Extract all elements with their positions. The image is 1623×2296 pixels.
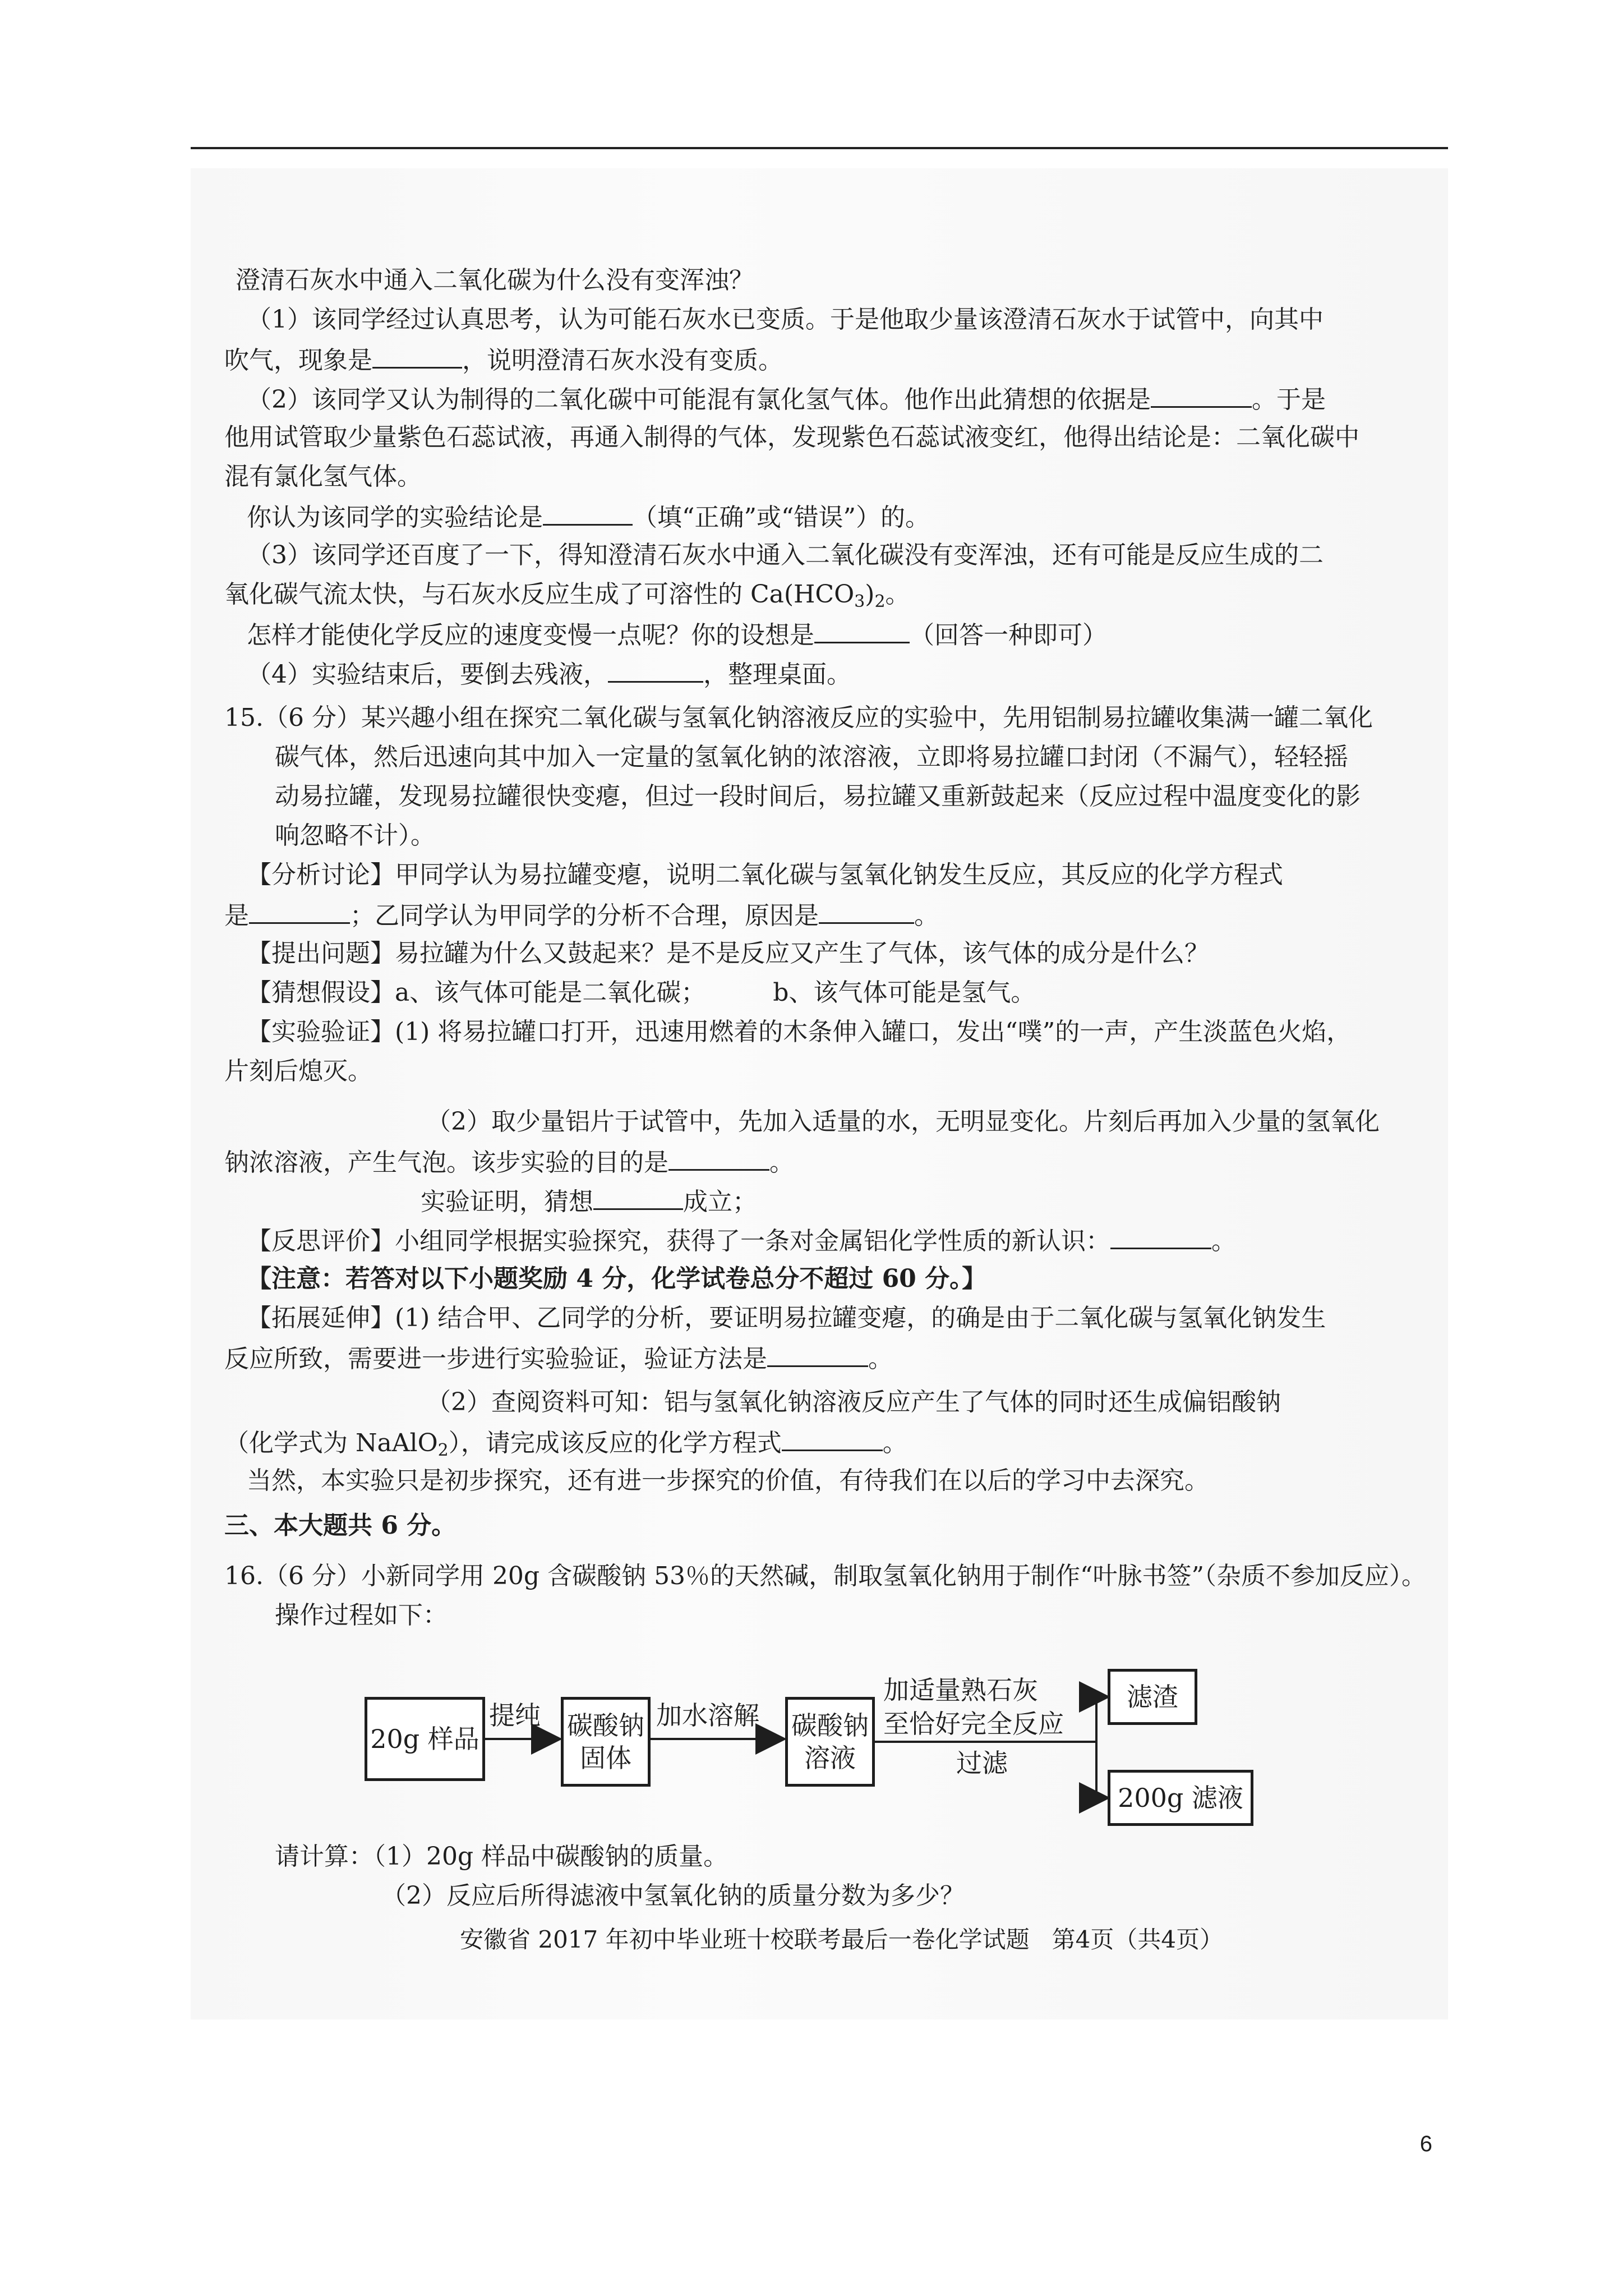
q15-extension-2: （2）查阅资料可知：铝与氢氧化钠溶液反应产生了气体的同时还生成偏铝酸钠 — [426, 1388, 1281, 1416]
q15-extension: 【拓展延伸】(1) 结合甲、乙同学的分析，要证明易拉罐变瘪，的确是由于二氧化碳与氢氧化钠发生 — [247, 1304, 1326, 1332]
q15-extension-2b: （化学式为 NaAlO$_2$），请完成该反应的化学方程式 。 — [224, 1425, 907, 1467]
flow-box-solution: 碳酸钠 溶液 — [785, 1697, 875, 1787]
q15-stem: 动易拉罐，发现易拉罐很快变瘪，但过一段时间后，易拉罐又重新鼓起来（反应过程中温度变化的影 — [275, 782, 1361, 811]
q15-end: 当然，本实验只是初步探究，还有进一步探究的价值，有待我们在以后的学习中去深究。 — [247, 1466, 1209, 1495]
q15-question: 【提出问题】易拉罐为什么又鼓起来？是不是反应又产生了气体，该气体的成分是什么？ — [247, 939, 1209, 968]
q15-extension-b: 反应所致，需要进一步进行实验验证，验证方法是 。 — [224, 1341, 893, 1376]
q15-analysis-b: 是 ；乙同学认为甲同学的分析不合理，原因是 。 — [224, 898, 939, 933]
flow-step-dissolve: 加水溶解 — [656, 1700, 759, 1731]
section-heading: 三、本大题共 6 分。 — [224, 1511, 457, 1540]
flow-box-filtrate: 200g 滤液 — [1108, 1770, 1253, 1826]
flow-step-filter: 过滤 — [956, 1748, 1008, 1778]
q15-reflection: 【反思评价】小组同学根据实验探究，获得了一条对金属铝化学性质的新认识： 。 — [247, 1223, 1236, 1258]
q14-intro: 澄清石灰水中通入二氧化碳为什么没有变浑浊？ — [236, 266, 754, 295]
q15-bonus-note: 【注意：若答对以下小题奖励 4 分，化学试卷总分不超过 60 分。】 — [247, 1264, 987, 1293]
flow-step-react: 至恰好完全反应 — [883, 1709, 1064, 1739]
flow-box-sample: 20g 样品 — [365, 1697, 485, 1781]
page-number: 6 — [1419, 2132, 1432, 2156]
q15-experiment-2: （2）取少量铝片于试管中，先加入适量的水，无明显变化。片刻后再加入少量的氢氧化 — [426, 1107, 1380, 1136]
flow-box-solid: 碳酸钠 固体 — [561, 1697, 651, 1787]
flow-step-react: 加适量熟石灰 — [883, 1675, 1038, 1705]
q15-experiment: 【实验验证】(1) 将易拉罐口打开，迅速用燃着的木条伸入罐口，发出“噗”的一声，产生淡蓝色火焰， — [247, 1018, 1352, 1046]
q14-p3b: 氧化碳气流太快，与石灰水反应生成了可溶性的 $Ca(HCO_3)_2$。 — [224, 580, 910, 611]
q14-p4: （4）实验结束后，要倒去残液， ，整理桌面。 — [247, 656, 851, 692]
q14-p2: （2）该同学又认为制得的二氧化碳中可能混有氯化氢气体。他作出此猜想的依据是 。于是 — [247, 381, 1326, 417]
q16-stem: 操作过程如下： — [275, 1601, 448, 1630]
q15-stem: 碳气体，然后迅速向其中加入一定量的氢氧化钠的浓溶液，立即将易拉罐口封闭（不漏气），轻轻摇 — [275, 743, 1348, 771]
q15-experiment-b: 片刻后熄灭。 — [224, 1057, 372, 1085]
exam-footer: 安徽省 2017 年初中毕业班十校联考最后一卷化学试题 第4页（共4页） — [460, 1926, 1224, 1953]
q15-experiment-2b: 钠浓溶液，产生气泡。该步实验的目的是 。 — [224, 1144, 794, 1180]
q14-p2d: 混有氯化氢气体。 — [224, 462, 422, 491]
q14-p1: （1）该同学经过认真思考，认为可能石灰水已变质。于是他取少量该澄清石灰水于试管中，向其中 — [247, 305, 1324, 334]
q15-hypothesis: 【猜想假设】a、该气体可能是二氧化碳； b、该气体可能是氢气。 — [247, 978, 1036, 1007]
q14-p1b: 吹气，现象是 ，说明澄清石灰水没有变质。 — [224, 342, 783, 378]
q15-stem: 响忽略不计）。 — [275, 821, 435, 850]
q16-ask-1: 请计算：（1）20g 样品中碳酸钠的质量。 — [275, 1842, 728, 1871]
q14-p2c: 他用试管取少量紫色石蕊试液，再通入制得的气体，发现紫色石蕊试液变红，他得出结论是：二氧化碳中 — [224, 423, 1359, 452]
flow-box-residue: 滤渣 — [1108, 1669, 1197, 1725]
q14-p3: （3）该同学还百度了一下，得知澄清石灰水中通入二氧化碳没有变浑浊，还有可能是反应生成的二 — [247, 541, 1324, 569]
q16-stem: 16.（6 分）小新同学用 20g 含碳酸钠 53％的天然碱，制取氢氧化钠用于制作“叶脉书签”（杂质不参加反应）。 — [224, 1562, 1427, 1590]
q15-analysis: 【分析讨论】甲同学认为易拉罐变瘪，说明二氧化碳与氢氧化钠发生反应，其反应的化学方程式 — [247, 861, 1283, 889]
q15-proof: 实验证明，猜想 成立； — [421, 1184, 757, 1219]
q16-ask-2: （2）反应后所得滤液中氢氧化钠的质量分数为多少？ — [381, 1881, 965, 1910]
q15-stem: 15.（6 分）某兴趣小组在探究二氧化碳与氢氧化钠溶液反应的实验中，先用铝制易拉罐收集满一罐二氧化 — [224, 703, 1373, 732]
q14-p3c: 怎样才能使化学反应的速度变慢一点呢？你的设想是 （回答一种即可） — [247, 617, 1107, 652]
flow-step-purify: 提纯 — [489, 1700, 541, 1731]
q14-p2e: 你认为该同学的实验结论是 （填“正确”或“错误”）的。 — [247, 499, 930, 535]
